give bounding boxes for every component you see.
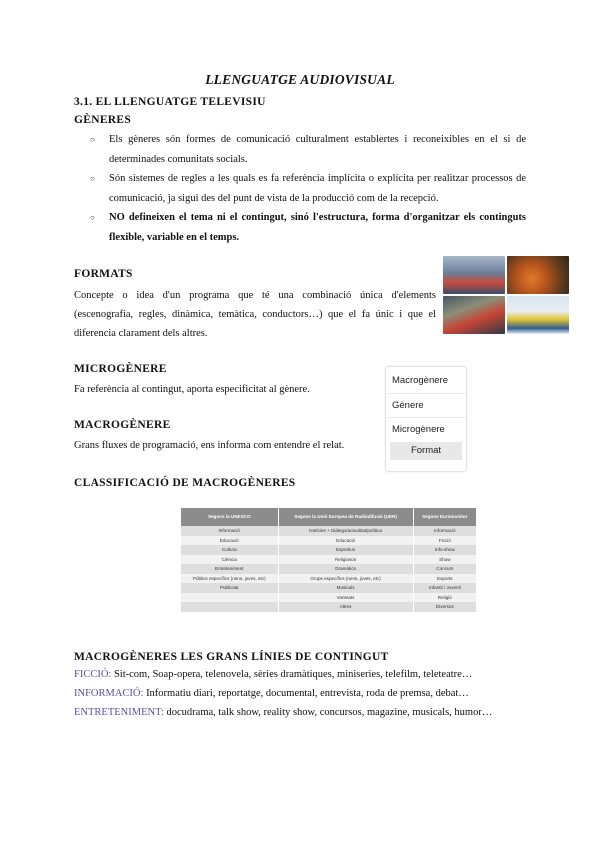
table-row — [181, 574, 477, 584]
table-cell: Educació — [181, 536, 278, 546]
table-cell: Educació — [278, 536, 413, 546]
table-cell: Show — [413, 555, 476, 565]
generes-heading: GÈNERES — [74, 114, 132, 126]
table-cell: Religió — [413, 593, 476, 603]
contingut-heading: MACROGÈNERES LES GRANS LÍNIES DE CONTINGUT — [74, 651, 389, 663]
macrogenre-classification-table — [181, 508, 477, 612]
table-row — [181, 526, 477, 536]
category-examples: Informatiu diari, reportatge, documental, entrevista, roda de premsa, debat… — [143, 688, 469, 699]
microgenere-text: Fa referència al contingut, aporta especificitat al gènere. — [74, 384, 310, 395]
content-line-informacio — [74, 688, 469, 699]
table-cell: Informació — [181, 526, 278, 536]
table-row — [181, 536, 477, 546]
table-cell: Infantil / Juvenil — [413, 583, 476, 593]
photo-group-image — [443, 256, 505, 294]
category-name: FICCIÓ: — [74, 669, 112, 680]
category-name: INFORMACIÓ: — [74, 688, 144, 699]
photo-campfire-image — [507, 256, 569, 294]
table-row — [181, 555, 477, 565]
generes-bullet-list — [90, 130, 526, 247]
hierarchy-item: Microgènere — [392, 424, 445, 435]
hierarchy-item: Macrogènere — [392, 375, 448, 386]
formats-text: Concepte o idea d'un programa que té una combinació única d'elements (escenografia, regles, dinàmica, temàtica, conductors…) que el fa únic i que el diferencia clarament dels altres. — [74, 290, 436, 339]
table-row — [181, 602, 477, 612]
divider — [386, 417, 466, 418]
table-cell: Ciència — [181, 555, 278, 565]
table-cell: Públics específics (nens, joves, etc) — [181, 574, 278, 584]
column-header: Segons la UNESCO — [181, 508, 278, 526]
table-cell — [181, 593, 278, 603]
divider — [386, 393, 466, 394]
table-cell: Ficció — [413, 536, 476, 546]
table-header-row — [181, 508, 477, 526]
table-cell: Esports — [413, 574, 476, 584]
category-examples: docudrama, talk show, reality show, concursos, magazine, musicals, humor… — [163, 707, 493, 718]
table-cell — [181, 602, 278, 612]
table-cell: Esportius — [278, 545, 413, 555]
column-header: Segons la Unió Europea de Radiodifusió (UER) — [278, 508, 413, 526]
bullet-item: ○ NO defineixen el tema ni el contingut, sinó l'estructura, forma d'organitzar els continguts flexible, variable en el temps. — [90, 208, 526, 247]
table-row — [181, 593, 477, 603]
category-examples: Sit-com, Soap-opera, telenovela, sèries dramàtiques, miniseries, telefilm, teleteatre… — [111, 669, 473, 680]
formats-heading: FORMATS — [74, 268, 133, 280]
content-line-ficcio — [74, 669, 472, 680]
bullet-item: ○ Són sistemes de regles a les quals es fa referència implícita o explícita per realitzar processos de comunicació, ja sigui des del punt de vista de la producció com de la recepció. — [90, 169, 526, 208]
photo-crowd-image — [443, 296, 505, 334]
section-subtitle: 3.1. EL LLENGUATGE TELEVISIU — [74, 96, 266, 108]
table-cell: Publicitat — [181, 583, 278, 593]
table-cell: Dramàtics — [278, 564, 413, 574]
bullet-item: ○ Els gèneres són formes de comunicació culturalment establertes i reconeixibles en el si de determinades comunitats socials. — [90, 130, 526, 169]
macrogenere-text: Grans fluxes de programació, ens informa com entendre el relat. — [74, 440, 345, 451]
table-cell: Notícies + Diàlegs/actualitat/política — [278, 526, 413, 536]
content-line-entreteniment — [74, 707, 492, 718]
table-row — [181, 545, 477, 555]
table-cell: Informació — [413, 526, 476, 536]
table-row — [181, 583, 477, 593]
format-photo-collage — [443, 256, 569, 334]
genre-hierarchy-box — [385, 366, 467, 472]
macrogenere-heading: MACROGÈNERE — [74, 419, 171, 431]
table-cell: Musicals — [278, 583, 413, 593]
table-cell: Grups específics (nens, joves, etc) — [278, 574, 413, 584]
category-name: ENTRETENIMENT: — [74, 707, 164, 718]
hierarchy-item-format: Format — [390, 442, 462, 460]
table-cell: Cultura — [181, 545, 278, 555]
hierarchy-item: Gènere — [392, 400, 424, 411]
page-title: LLENGUATGE AUDIOVISUAL — [205, 72, 395, 87]
column-header: Segons Euromonitor — [413, 508, 476, 526]
classificacio-heading: CLASSIFICACIÓ DE MACROGÈNERES — [74, 477, 296, 489]
microgenere-heading: MICROGÈNERE — [74, 363, 167, 375]
table-cell: Concurs — [413, 564, 476, 574]
photo-snow-image — [507, 296, 569, 334]
table-cell: Varietats — [278, 593, 413, 603]
table-cell: Diversos — [413, 602, 476, 612]
table-cell: Altres — [278, 602, 413, 612]
table-cell: Entreteniment — [181, 564, 278, 574]
table-cell: Religiosos — [278, 555, 413, 565]
table-row — [181, 564, 477, 574]
table-cell: Info-show — [413, 545, 476, 555]
